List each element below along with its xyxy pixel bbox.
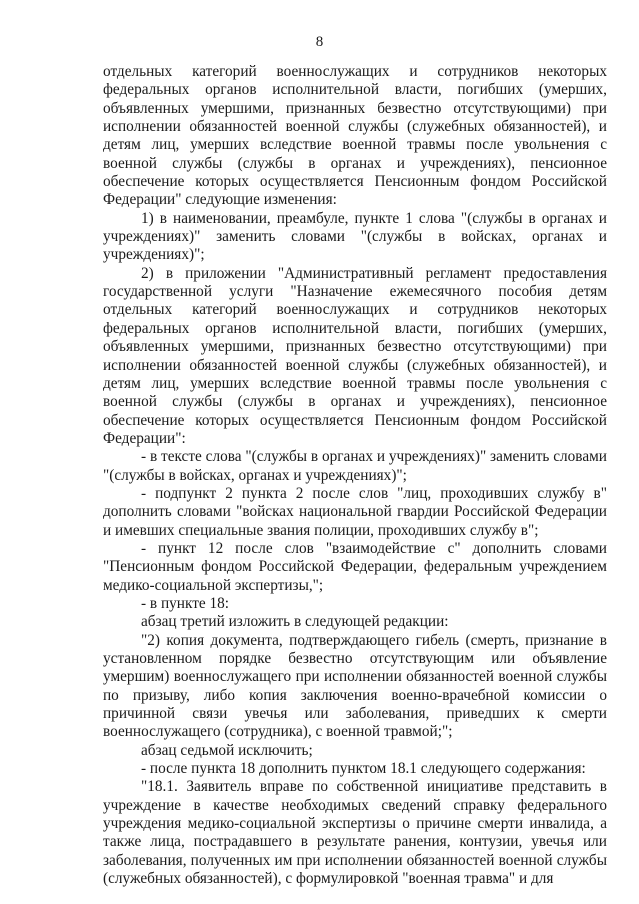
paragraph-item-1: 1) в наименовании, преамбуле, пункте 1 слова "(службы в органах и учреждениях)" заменить словами "(службы в войсках, органах и учреждениях)";	[103, 209, 607, 264]
page-number: 8	[315, 34, 324, 50]
paragraph-item-2: 2) в приложении "Административный регламент предоставления государственной услуги "Назначение ежемесячного пособия детям отдельных категорий военнослужащих и сотрудников некоторых федеральных органов исполнительной власти, погибших (умерших, объявленных умершими, признанных безвестно отсутствующими) при исполнении обязанностей военной службы (служебных обязанностей), и детям лиц, умерших вследствие военной травмы после увольнения с военной службы (службы в органах и учреждениях), пенсионное обеспечение которых осуществляется Пенсионным фондом Российской Федерации":	[103, 264, 607, 447]
paragraph-abzac-third: абзац третий изложить в следующей редакции:	[141, 613, 449, 631]
paragraph-dash-subitem: - подпункт 2 пункта 2 после слов "лиц, проходивших службу в" дополнить словами "войсках национальной гвардии Российской Федерации и имевших специальные звания полиции, проходивших службу в";	[103, 484, 607, 539]
paragraph-dash-text: - в тексте слова "(службы в органах и учреждениях)" заменить словами "(службы в войсках, органах и учреждениях)";	[103, 448, 607, 484]
paragraph-dash-item-18: - в пункте 18:	[141, 594, 230, 612]
paragraph-abzac-seventh: абзац седьмой исключить;	[141, 741, 313, 759]
paragraph-quote-18-1: "18.1. Заявитель вправе по собственной инициативе представить в учреждение в качестве необходимых сведений справку федерального учреждения медико-социальной экспертизы о причине смерти инвалида, а также лица, пострадавшего в результате ранения, контузии, увечья или заболевания, полученных им при исполнении обязанностей военной службы (служебных обязанностей), с формулировкой "военная травма" и для	[103, 778, 607, 888]
paragraph-continuation: отдельных категорий военнослужащих и сотрудников некоторых федеральных органов исполнительной власти, погибших (умерших, объявленных умершими, признанных безвестно отсутствующими) при исполнении обязанностей военной службы (служебных обязанностей), и детям лиц, умерших вследствие военной травмы после увольнения с военной службы (службы в органах и учреждениях), пенсионное обеспечение которых осуществляется Пенсионным фондом Российской Федерации" следующие изменения:	[103, 63, 607, 209]
paragraph-quote-2: "2) копия документа, подтверждающего гибель (смерть, признание в установленном порядке безвестно отсутствующим или объявление умершим) военнослужащего при исполнении обязанностей военной службы по призыву, либо копия заключения военно-врачебной комиссии о причинной связи увечья или заболевания, приведших к смерти военнослужащего (сотрудника), с военной травмой;";	[103, 631, 607, 741]
document-body	[103, 63, 607, 888]
paragraph-dash-item-12: - пункт 12 после слов "взаимодействие с" дополнить словами "Пенсионным фондом Российской Федерации, федеральным учреждением медико-социальной экспертизы,";	[103, 539, 607, 594]
paragraph-dash-after-18: - после пункта 18 дополнить пунктом 18.1 следующего содержания:	[141, 760, 586, 778]
